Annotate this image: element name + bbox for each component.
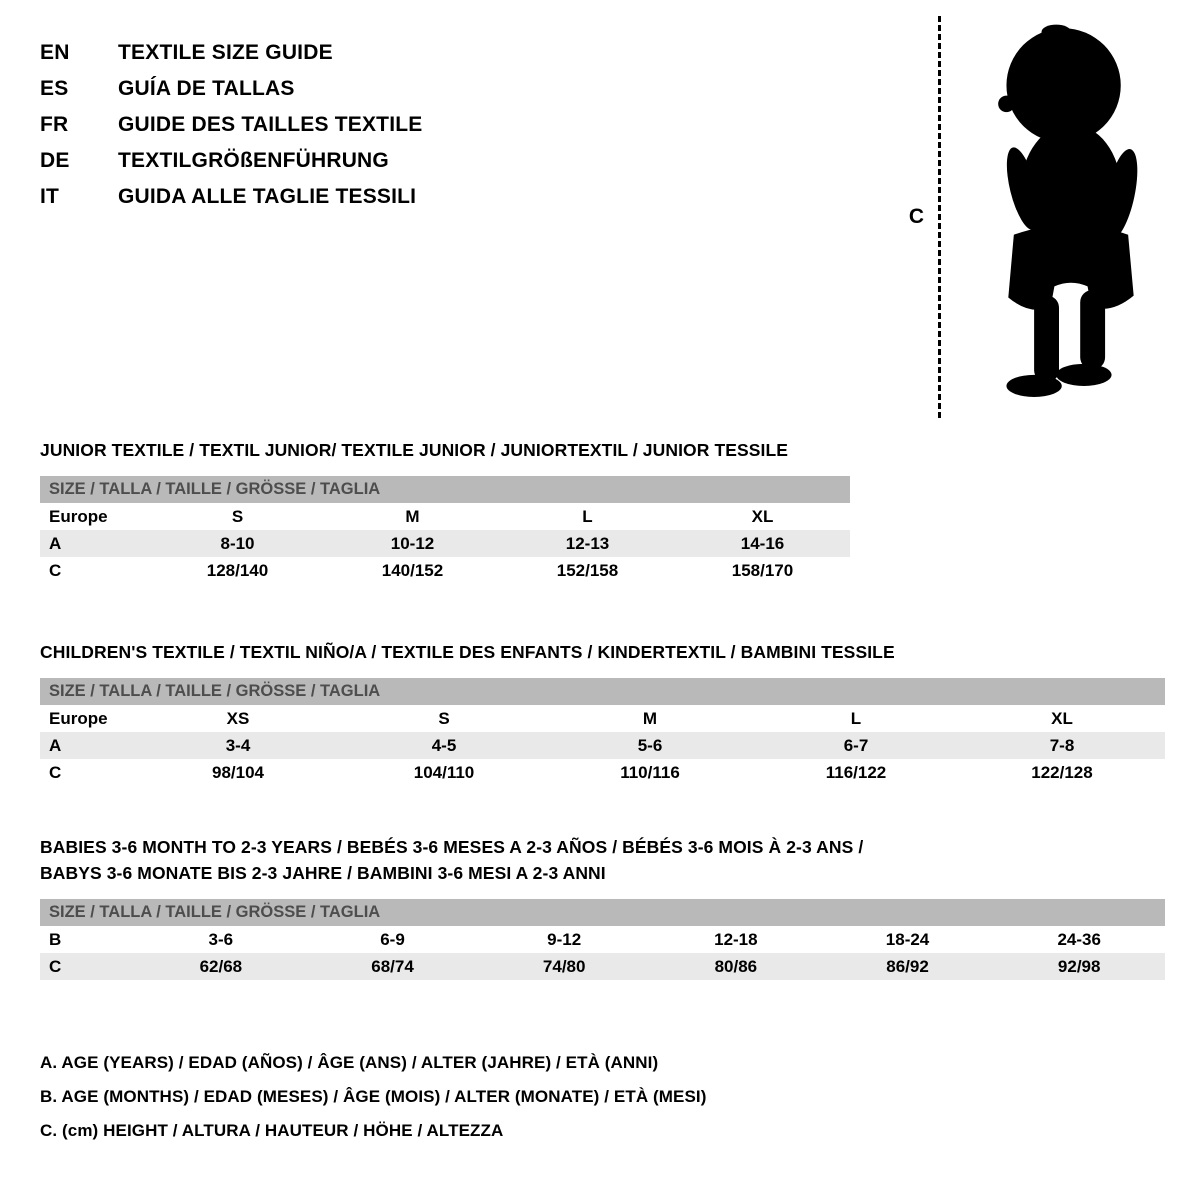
size-cell: S	[438, 708, 450, 728]
height-cell: 86/92	[886, 956, 929, 976]
table-row-height	[40, 759, 1165, 786]
children-size-table	[40, 678, 1165, 786]
language-title: TEXTILGRÖßENFÜHRUNG	[118, 149, 389, 172]
table-row-height	[40, 953, 1165, 980]
language-code: ES	[40, 77, 69, 100]
size-cell: L	[850, 708, 862, 728]
size-cell: S	[231, 506, 244, 526]
height-cell: 62/68	[199, 956, 243, 976]
row-label: Europe	[49, 506, 108, 526]
size-cell: XS	[226, 708, 250, 728]
height-cell: 128/140	[206, 560, 269, 580]
months-cell: 24-36	[1057, 929, 1101, 949]
legend-age-years: A. AGE (YEARS) / EDAD (AÑOS) / ÂGE (ANS) / ALTER (JAHRE) / ETÀ (ANNI)	[40, 1053, 659, 1072]
row-label: C	[49, 560, 62, 580]
row-label: C	[49, 762, 62, 782]
size-cell: M	[405, 506, 420, 526]
months-cell: 18-24	[885, 929, 930, 949]
age-cell: 4-5	[431, 735, 457, 755]
height-cell: 104/110	[413, 762, 475, 782]
size-cell: XL	[1051, 708, 1073, 728]
height-cell: 140/152	[381, 560, 444, 580]
baby-silhouette-icon	[953, 12, 1165, 417]
size-cell: XL	[751, 506, 774, 526]
row-label: A	[49, 533, 62, 553]
language-title: GUIDA ALLE TAGLIE TESSILI	[118, 185, 417, 208]
babies-section-title-line1: BABIES 3-6 MONTH TO 2-3 YEARS / BEBÉS 3-6 MESES A 2-3 AÑOS / BÉBÉS 3-6 MOIS À 2-3 ANS /	[40, 837, 864, 857]
table-row-months	[40, 926, 1165, 953]
language-title: GUÍA DE TALLAS	[118, 77, 295, 100]
language-code: FR	[40, 113, 69, 136]
table-row-age	[40, 732, 1165, 759]
age-cell: 14-16	[740, 533, 785, 553]
height-cell: 152/158	[556, 560, 619, 580]
age-cell: 8-10	[220, 533, 255, 553]
row-label: Europe	[49, 708, 108, 728]
junior-size-table	[40, 476, 850, 584]
babies-size-table	[40, 899, 1165, 980]
language-code: IT	[40, 185, 60, 208]
size-cell: M	[642, 708, 658, 728]
age-cell: 10-12	[390, 533, 435, 553]
babies-section-title-line2: BABYS 3-6 MONATE BIS 2-3 JAHRE / BAMBINI 3-6 MESI A 2-3 ANNI	[40, 863, 606, 883]
language-code: EN	[40, 41, 70, 64]
age-cell: 6-7	[843, 735, 869, 755]
section-childrens-textile	[40, 639, 1165, 786]
language-title: GUIDE DES TAILLES TEXTILE	[118, 113, 423, 136]
age-cell: 5-6	[637, 735, 663, 755]
height-cell: 68/74	[371, 956, 414, 976]
size-table-header: SIZE / TALLA / TAILLE / GRÖSSE / TAGLIA	[40, 899, 1165, 926]
height-cell: 158/170	[731, 560, 794, 580]
months-cell: 12-18	[714, 929, 758, 949]
height-cell: 92/98	[1057, 956, 1101, 976]
children-section-title: CHILDREN'S TEXTILE / TEXTIL NIÑO/A / TEXTILE DES ENFANTS / KINDERTEXTIL / BAMBINI TESSILE	[40, 642, 895, 662]
row-label: C	[49, 956, 62, 976]
months-cell: 6-9	[380, 929, 405, 949]
header-area	[40, 30, 1165, 435]
size-table-header: SIZE / TALLA / TAILLE / GRÖSSE / TAGLIA	[40, 678, 1165, 705]
height-cell: 74/80	[542, 956, 586, 976]
height-dashed-line	[938, 16, 941, 418]
row-label: A	[49, 735, 62, 755]
table-row-height	[40, 557, 850, 584]
height-measure-figure	[909, 12, 1165, 422]
table-row-europe	[40, 705, 1165, 732]
measure-c-label: C	[908, 205, 924, 228]
height-cell: 110/116	[620, 762, 680, 782]
age-cell: 7-8	[1049, 735, 1075, 755]
legend-age-months: B. AGE (MONTHS) / EDAD (MESES) / ÂGE (MOIS) / ALTER (MONATE) / ETÀ (MESI)	[40, 1087, 707, 1106]
height-cell: 122/128	[1031, 762, 1093, 782]
language-code: DE	[40, 149, 70, 172]
height-cell: 116/122	[825, 762, 887, 782]
legend	[40, 1046, 1165, 1148]
section-junior-textile	[40, 437, 1165, 584]
months-cell: 3-6	[208, 929, 234, 949]
row-label: B	[49, 929, 62, 949]
height-cell: 80/86	[714, 956, 758, 976]
junior-section-title: JUNIOR TEXTILE / TEXTIL JUNIOR/ TEXTILE JUNIOR / JUNIORTEXTIL / JUNIOR TESSILE	[40, 440, 789, 460]
age-cell: 3-4	[225, 735, 251, 755]
months-cell: 9-12	[547, 929, 582, 949]
height-cell: 98/104	[212, 762, 264, 782]
table-row-age	[40, 530, 850, 557]
size-cell: L	[582, 506, 593, 526]
language-title: TEXTILE SIZE GUIDE	[118, 41, 333, 64]
section-babies-textile	[40, 834, 1165, 980]
age-cell: 12-13	[565, 533, 610, 553]
legend-height-cm: C. (cm) HEIGHT / ALTURA / HAUTEUR / HÖHE / ALTEZZA	[40, 1121, 504, 1140]
table-row-europe	[40, 503, 850, 530]
size-table-header: SIZE / TALLA / TAILLE / GRÖSSE / TAGLIA	[40, 476, 850, 503]
